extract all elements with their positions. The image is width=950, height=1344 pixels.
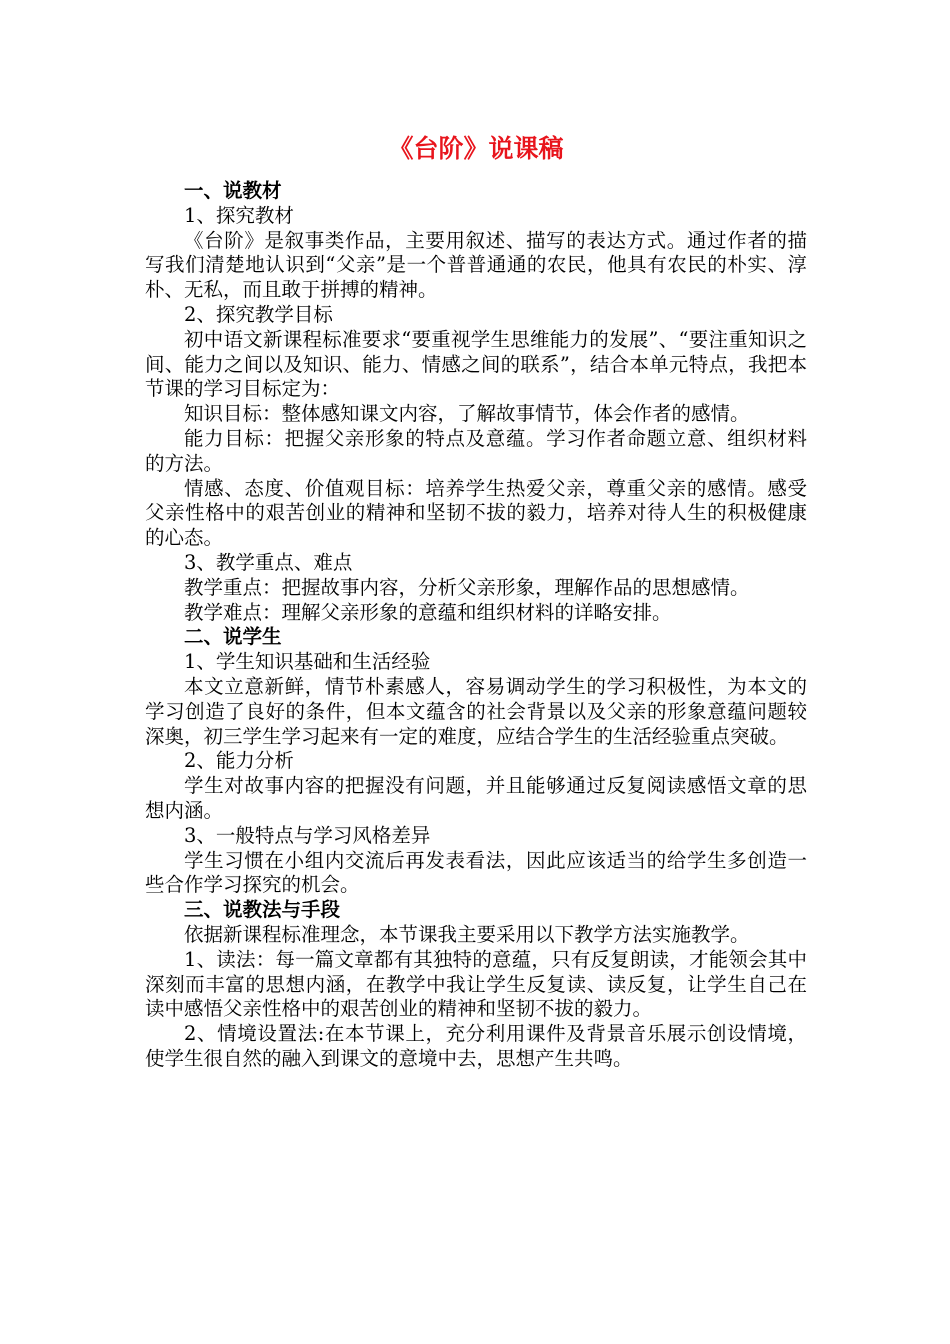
paragraph: 3、一般特点与学习风格差异 [184,823,431,847]
paragraph: 能力目标：把握父亲形象的特点及意蕴。学习作者命题立意、组织材料的方法。 [145,426,807,475]
paragraph: 2、探究教学目标 [184,302,333,326]
paragraph: 依据新课程标准理念，本节课我主要采用以下教学方法实施教学。 [184,922,750,946]
paragraph: 2、情境设置法:在本节课上，充分利用课件及背景音乐展示创设情境，使学生很自然的融入到课文的意境中去，思想产生共鸣。 [145,1022,807,1070]
paragraph: 教学重点：把握故事内容，分析父亲形象，理解作品的思想感情。 [184,575,750,599]
paragraph: 3、教学重点、难点 [184,550,353,574]
paragraph: 教学难点：理解父亲形象的意蕴和组织材料的详略安排。 [184,600,672,624]
paragraph: 2、能力分析 [184,749,294,773]
paragraph: 本文立意新鲜，情节朴素感人，容易调动学生的学习积极性，为本文的学习创造了良好的条件，但本文蕴含的社会背景以及父亲的形象意蕴问题较深奥，初三学生学习起来有一定的难度，应结合学生的生活经验重点突破。 [145,674,807,748]
paragraph: 《台阶》是叙事类作品，主要用叙述、描写的表达方式。通过作者的描写我们清楚地认识到“父亲”是一个普普通通的农民，他具有农民的朴实、淳朴、无私，而且敢于拼搏的精神。 [145,228,807,302]
document-title: 《台阶》说课稿 [388,134,564,163]
paragraph: 初中语文新课程标准要求“要重视学生思维能力的发展”、“要注重知识之间、能力之间以及知识、能力、情感之间的联系”，结合本单元特点，我把本节课的学习目标定为： [145,327,807,401]
document-page [145,133,807,1072]
paragraph: 学生习惯在小组内交流后再发表看法，因此应该适当的给学生多创造一些合作学习探究的机会。 [145,848,807,897]
paragraph: 情感、态度、价值观目标：培养学生热爱父亲，尊重父亲的感情。感受父亲性格中的艰苦创业的精神和坚韧不拔的毅力，培养对待人生的积极健康的心态。 [145,476,807,550]
section-heading: 二、说学生 [184,625,282,649]
paragraph: 1、学生知识基础和生活经验 [184,650,431,674]
paragraph: 1、读法：每一篇文章都有其独特的意蕴，只有反复朗读，才能领会其中深刻而丰富的思想内涵，在教学中我让学生反复读、读反复，让学生自己在读中感悟父亲性格中的艰苦创业的精神和坚韧不拔的毅力。 [145,947,807,1021]
section-heading: 三、说教法与手段 [184,898,341,922]
document-body [145,179,807,1072]
section-heading: 一、说教材 [184,179,282,202]
paragraph: 1、探究教材 [184,203,294,227]
paragraph: 学生对故事内容的把握没有问题，并且能够通过反复阅读感悟文章的思想内涵。 [145,774,807,822]
paragraph: 知识目标：整体感知课文内容，了解故事情节，体会作者的感情。 [184,402,750,426]
